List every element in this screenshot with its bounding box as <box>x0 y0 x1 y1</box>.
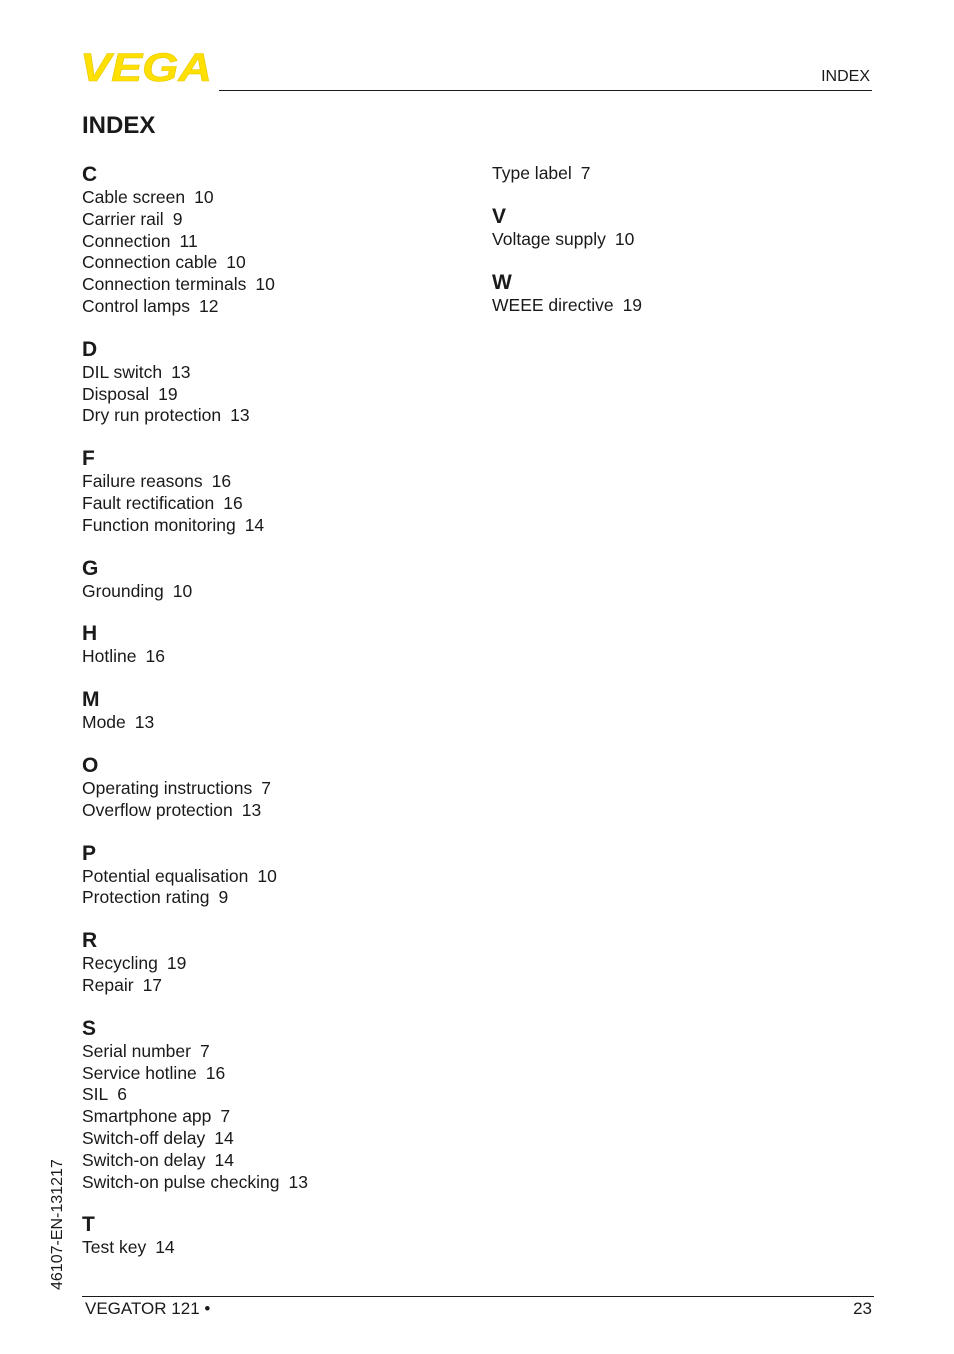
index-page-number: 13 <box>230 405 250 426</box>
index-entry <box>82 384 462 406</box>
index-page-number: 7 <box>199 1040 210 1061</box>
index-term: Overflow protection <box>82 799 233 820</box>
index-entry <box>82 252 462 274</box>
index-page-number: 6 <box>117 1084 128 1105</box>
index-section <box>492 271 872 317</box>
index-entry <box>492 163 872 185</box>
index-page-number: 9 <box>172 208 183 229</box>
vega-logo-text: VEGA <box>80 50 212 84</box>
index-page-number: 19 <box>622 294 643 315</box>
index-section <box>82 338 462 427</box>
index-entry <box>82 1128 462 1150</box>
index-term: Connection cable <box>82 252 218 273</box>
index-term: Control lamps <box>82 295 190 316</box>
footer-rule <box>82 1296 874 1297</box>
index-entry <box>82 274 462 296</box>
section-letter: O <box>82 753 99 777</box>
index-section <box>82 1213 462 1259</box>
index-term: Connection <box>82 230 171 251</box>
index-column-left <box>82 163 462 1279</box>
index-entry <box>82 296 462 318</box>
index-term: Potential equalisation <box>82 865 249 886</box>
index-section <box>82 557 462 603</box>
index-term: Switch-off delay <box>82 1127 206 1148</box>
section-letter: D <box>82 337 98 361</box>
index-page-number: 14 <box>155 1237 175 1258</box>
index-page-number: 16 <box>145 646 165 667</box>
index-page-number: 7 <box>261 777 271 798</box>
index-term: SIL <box>82 1084 109 1105</box>
index-section <box>82 447 462 536</box>
index-page-number: 19 <box>158 383 178 404</box>
section-letter: T <box>82 1213 95 1237</box>
index-term: Repair <box>82 974 134 995</box>
index-entry <box>492 229 872 251</box>
index-term: Connection terminals <box>82 274 247 295</box>
index-term: Operating instructions <box>82 777 253 798</box>
index-page-number: 13 <box>241 799 262 820</box>
index-entry <box>82 1172 462 1194</box>
header-rule <box>219 90 872 91</box>
index-term: Voltage supply <box>492 228 606 249</box>
index-page-number: 14 <box>244 514 265 535</box>
index-section <box>82 754 462 822</box>
index-term: Dry run protection <box>82 405 222 426</box>
index-term: Disposal <box>82 383 150 404</box>
index-page-number: 10 <box>614 228 635 249</box>
index-page-number: 12 <box>198 295 219 316</box>
header-section-label: INDEX <box>821 68 870 85</box>
index-term: Serial number <box>82 1040 191 1061</box>
index-term: Mode <box>82 712 126 733</box>
index-entry <box>82 362 462 384</box>
index-entry <box>82 1063 462 1085</box>
index-page-number: 10 <box>257 865 277 886</box>
index-entry <box>82 646 462 668</box>
section-letter: G <box>82 556 99 580</box>
index-entry <box>82 1150 462 1172</box>
index-page-number: 16 <box>223 492 243 513</box>
index-term: Fault rectification <box>82 492 215 513</box>
index-term: Service hotline <box>82 1062 197 1083</box>
index-term: Grounding <box>82 580 164 601</box>
footer-page-number: 23 <box>853 1299 872 1318</box>
index-term: Recycling <box>82 953 158 974</box>
index-term: Function monitoring <box>82 514 236 535</box>
index-entry <box>82 1106 462 1128</box>
index-entry <box>82 712 462 734</box>
section-letter: H <box>82 622 98 646</box>
section-letter: R <box>82 929 98 953</box>
index-entry <box>82 187 462 209</box>
page-title: INDEX <box>82 112 156 139</box>
index-page-number: 10 <box>226 252 246 273</box>
index-section <box>82 622 462 668</box>
section-letter: W <box>492 270 512 294</box>
index-term: Carrier rail <box>82 208 164 229</box>
index-term: WEEE directive <box>492 294 614 315</box>
index-page-number: 16 <box>205 1062 226 1083</box>
index-page-number: 7 <box>220 1106 231 1127</box>
vega-logo <box>80 50 212 84</box>
index-entry <box>492 295 872 317</box>
section-letter: V <box>492 204 507 228</box>
section-letter: P <box>82 841 97 865</box>
index-entry <box>82 953 462 975</box>
index-entry <box>82 209 462 231</box>
document-code: 46107-EN-131217 <box>49 1159 66 1290</box>
index-entry <box>82 405 462 427</box>
index-term: Hotline <box>82 646 137 667</box>
index-page-number: 14 <box>214 1149 235 1170</box>
index-entry <box>82 1237 462 1259</box>
index-entry <box>82 887 462 909</box>
footer-product: VEGATOR 121 • <box>85 1299 211 1318</box>
section-letter: S <box>82 1016 97 1040</box>
index-page-number: 13 <box>288 1171 308 1192</box>
index-page-number: 13 <box>134 712 155 733</box>
index-entry <box>82 493 462 515</box>
index-term: Switch-on delay <box>82 1149 206 1170</box>
index-entry <box>82 778 462 800</box>
index-page-number: 7 <box>580 163 591 183</box>
index-term: Test key <box>82 1237 147 1258</box>
index-entry <box>82 581 462 603</box>
index-column-right <box>492 163 872 336</box>
section-letter: M <box>82 688 100 712</box>
index-section <box>492 163 872 185</box>
index-entry <box>82 471 462 493</box>
index-term: Protection rating <box>82 887 210 908</box>
index-entry <box>82 975 462 997</box>
index-page-number: 13 <box>171 361 191 382</box>
index-section <box>82 163 462 318</box>
index-entry <box>82 866 462 888</box>
index-page-number: 19 <box>166 953 187 974</box>
index-entry <box>82 800 462 822</box>
index-entry <box>82 1041 462 1063</box>
index-entry <box>82 1084 462 1106</box>
index-page-number: 14 <box>214 1127 234 1148</box>
index-page-number: 10 <box>194 187 214 207</box>
section-letter: C <box>82 163 98 186</box>
index-section <box>82 929 462 997</box>
index-section <box>492 205 872 251</box>
index-term: DIL switch <box>82 361 163 382</box>
index-page-number: 16 <box>211 471 232 492</box>
index-term: Switch-on pulse checking <box>82 1171 280 1192</box>
index-entry <box>82 515 462 537</box>
index-page-number: 10 <box>255 274 275 295</box>
index-page-number: 17 <box>142 974 163 995</box>
index-page-number: 9 <box>218 887 229 908</box>
section-letter: F <box>82 447 95 471</box>
index-term: Failure reasons <box>82 471 203 492</box>
index-term: Smartphone app <box>82 1106 212 1127</box>
index-term: Type label <box>492 163 572 183</box>
index-section <box>82 688 462 734</box>
index-page-number: 11 <box>179 230 198 251</box>
index-term: Cable screen <box>82 187 186 207</box>
index-section <box>82 1017 462 1194</box>
index-page-number: 10 <box>172 580 193 601</box>
index-entry <box>82 231 462 253</box>
index-section <box>82 842 462 910</box>
